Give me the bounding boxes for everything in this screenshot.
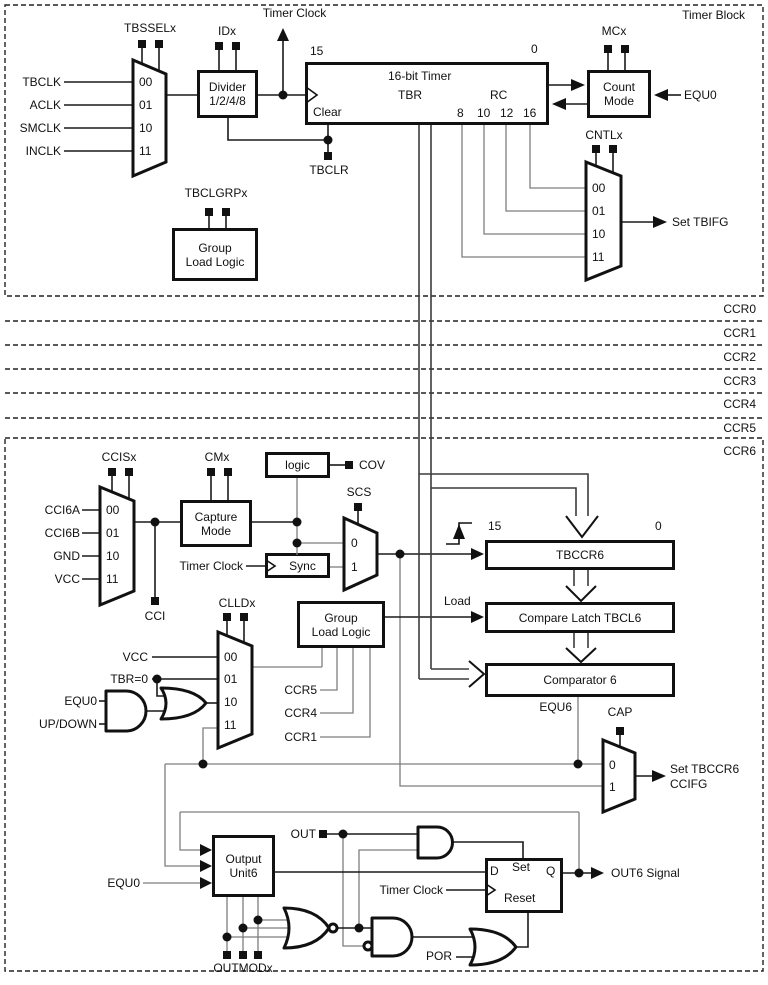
ccr1-input-label: CCR1 (284, 730, 317, 744)
clldx-label: CLLDx (218, 596, 256, 610)
timer-clock-ff-label: Timer Clock (379, 883, 443, 897)
scs-sel-1: 1 (351, 560, 358, 574)
terminals (108, 40, 629, 959)
ou-in2-arrow (200, 860, 212, 872)
bus-arrowheads (469, 516, 598, 687)
equ0-top-label: EQU0 (684, 88, 717, 102)
tbccr6-bit0-label: 0 (655, 519, 662, 533)
ff-d-label: D (490, 864, 499, 878)
cntl-sel-01: 01 (592, 204, 606, 218)
tbssel-sel-10: 10 (139, 121, 153, 135)
mcx-label: MCx (601, 24, 627, 38)
clld-sel-01: 01 (224, 672, 238, 686)
tbr-bit0-label: 0 (531, 42, 538, 56)
cntl-sel-10: 10 (592, 227, 606, 241)
load-arrow (471, 611, 484, 623)
section-borders (5, 5, 763, 971)
gll-ccr6-label-1: Group (324, 610, 358, 625)
tbssel-sel-01: 01 (139, 98, 153, 112)
ccr6-title: CCR6 (723, 444, 756, 458)
tap-8-label: 8 (457, 106, 464, 120)
ccisx-label: CCISx (101, 450, 137, 464)
ccr2-row-label: CCR2 (723, 350, 756, 364)
divider-label-2: 1/2/4/8 (209, 94, 246, 108)
cci-label: CCI (144, 609, 166, 623)
tbr-label: TBR (398, 88, 422, 102)
ff-q-label: Q (546, 864, 556, 878)
por-or-gate (470, 929, 516, 965)
out6-signal-label: OUT6 Signal (611, 866, 680, 880)
clock-input-marks (266, 87, 495, 896)
gll-ccr6-label-2: Load Logic (311, 624, 371, 639)
capture-mode-label-2: Mode (200, 523, 232, 538)
equ0-clld-label: EQU0 (64, 694, 97, 708)
tbsselx-label: TBSSELx (123, 21, 177, 35)
por-label: POR (426, 949, 453, 963)
set-and-gate (418, 827, 453, 858)
ff-clock-triangle (486, 884, 495, 896)
cap-label: CAP (607, 705, 633, 719)
tbssel-sel-00: 00 (139, 75, 153, 89)
sync-label: Sync (289, 558, 316, 573)
cap-mux-shape (603, 740, 635, 812)
capture-to-tbccr6-arrow (471, 548, 484, 560)
count-mode-label-2: Mode (603, 94, 635, 108)
nor-output-bubble (329, 924, 337, 932)
gll-top-label-2: Load Logic (185, 254, 245, 269)
tbr-to-count-arrow (571, 79, 585, 91)
count-mode-label-1: Count (602, 80, 636, 94)
ccr0-row-label: CCR0 (723, 302, 756, 316)
ff-set-label: Set (512, 860, 531, 874)
cci6b-label: CCI6B (44, 526, 80, 540)
tbssel-sel-11: 11 (139, 144, 152, 158)
set-ccifg-arrow (652, 770, 666, 782)
ou-in3-arrow (200, 877, 212, 889)
clld-sel-00: 00 (224, 650, 238, 664)
out6-arrow (591, 867, 604, 879)
junction-dots (151, 91, 584, 942)
smclk-label: SMCLK (19, 121, 61, 135)
out-label: OUT (290, 827, 316, 841)
logic-label: logic (285, 458, 310, 472)
ccr5-input-label: CCR5 (284, 683, 317, 697)
tbccr6-label: TBCCR6 (555, 548, 604, 562)
gll-top-label-1: Group (198, 240, 232, 255)
tbccr6-bit15-label: 15 (488, 519, 502, 533)
cntl-sel-00: 00 (592, 181, 606, 195)
ccis-sel-11: 11 (106, 572, 119, 586)
vcc-clld-label: VCC (122, 650, 148, 664)
cov-label: COV (359, 458, 386, 472)
load-label: Load (444, 594, 471, 608)
cap-sel-0: 0 (609, 758, 616, 772)
reset-and-gate (372, 918, 412, 956)
reset-and-bubble (364, 942, 372, 950)
tap-10-label: 10 (477, 106, 491, 120)
aclk-label: ACLK (29, 98, 61, 112)
vcc-ccis-label: VCC (54, 572, 80, 586)
timer-clock-sync-label: Timer Clock (179, 559, 243, 573)
tbr0-label: TBR=0 (110, 672, 148, 686)
updown-label: UP/DOWN (39, 717, 97, 731)
comparator-label: Comparator 6 (543, 673, 617, 687)
tbclgrpx-label: TBCLGRPx (184, 186, 248, 200)
edge-glyph-arrow (453, 524, 465, 539)
ccr5-row-label: CCR5 (723, 421, 756, 435)
ccifg-label: CCIFG (670, 777, 708, 791)
cci6a-label: CCI6A (44, 503, 80, 517)
ccr1-row-label: CCR1 (723, 326, 756, 340)
tbclr-label: TBCLR (309, 163, 349, 177)
equ0-out-label: EQU0 (107, 876, 140, 890)
outmod-nor-gate (284, 908, 329, 948)
tbclk-label: TBCLK (22, 75, 61, 89)
ccis-sel-10: 10 (106, 549, 120, 563)
clld-sel-10: 10 (224, 695, 238, 709)
capture-mode-label-1: Capture (194, 509, 238, 524)
scs-label: SCS (346, 485, 372, 499)
divider-label-1: Divider (208, 80, 247, 94)
cmx-label: CMx (204, 450, 230, 464)
idx-label: IDx (218, 24, 236, 38)
cap-sel-1: 1 (609, 780, 616, 794)
timer-block-title: Timer Block (682, 8, 745, 22)
cntlx-label: CNTLx (585, 128, 623, 142)
ccr3-row-label: CCR3 (723, 374, 756, 388)
cntl-sel-11: 11 (592, 250, 605, 264)
ou-in1-arrow (200, 844, 212, 856)
set-tbifg-arrow (653, 216, 667, 228)
tbr-name-label: 16-bit Timer (388, 69, 452, 83)
compare-latch-label: Compare Latch TBCL6 (518, 610, 642, 625)
inclk-label: INCLK (25, 144, 61, 158)
ff-reset-label: Reset (504, 891, 536, 905)
output-unit-label-2: Unit6 (229, 866, 258, 880)
tbr-clock-triangle (306, 87, 317, 103)
rc-label: RC (490, 88, 508, 102)
timer-clock-arrow (277, 28, 289, 41)
equ6-label: EQU6 (539, 700, 572, 714)
scs-mux-shape (344, 518, 377, 590)
set-tbccr6-label: Set TBCCR6 (670, 762, 740, 776)
equ0-arrow (654, 89, 668, 101)
timer-clock-top-label: Timer Clock (262, 6, 327, 20)
set-tbifg-label: Set TBIFG (672, 215, 729, 229)
clld-sel-11: 11 (224, 718, 237, 732)
count-to-tbr-arrow (552, 98, 566, 110)
clld-and-gate (106, 691, 146, 731)
outmodx-label: OUTMODx (213, 961, 273, 975)
arrowheads (200, 28, 668, 889)
clear-label: Clear (313, 105, 342, 119)
ccis-sel-01: 01 (106, 526, 120, 540)
ccr4-row-label: CCR4 (723, 397, 756, 411)
sync-clock-triangle (266, 560, 275, 572)
ccr4-input-label: CCR4 (284, 706, 317, 720)
tbr-bit15-label: 15 (310, 44, 324, 58)
output-unit-label-1: Output (225, 852, 262, 866)
ccis-sel-00: 00 (106, 503, 120, 517)
scs-sel-0: 0 (351, 536, 358, 550)
clld-or-gate (161, 688, 206, 719)
tap-16-label: 16 (523, 106, 537, 120)
tap-12-label: 12 (500, 106, 514, 120)
gnd-label: GND (53, 549, 80, 563)
